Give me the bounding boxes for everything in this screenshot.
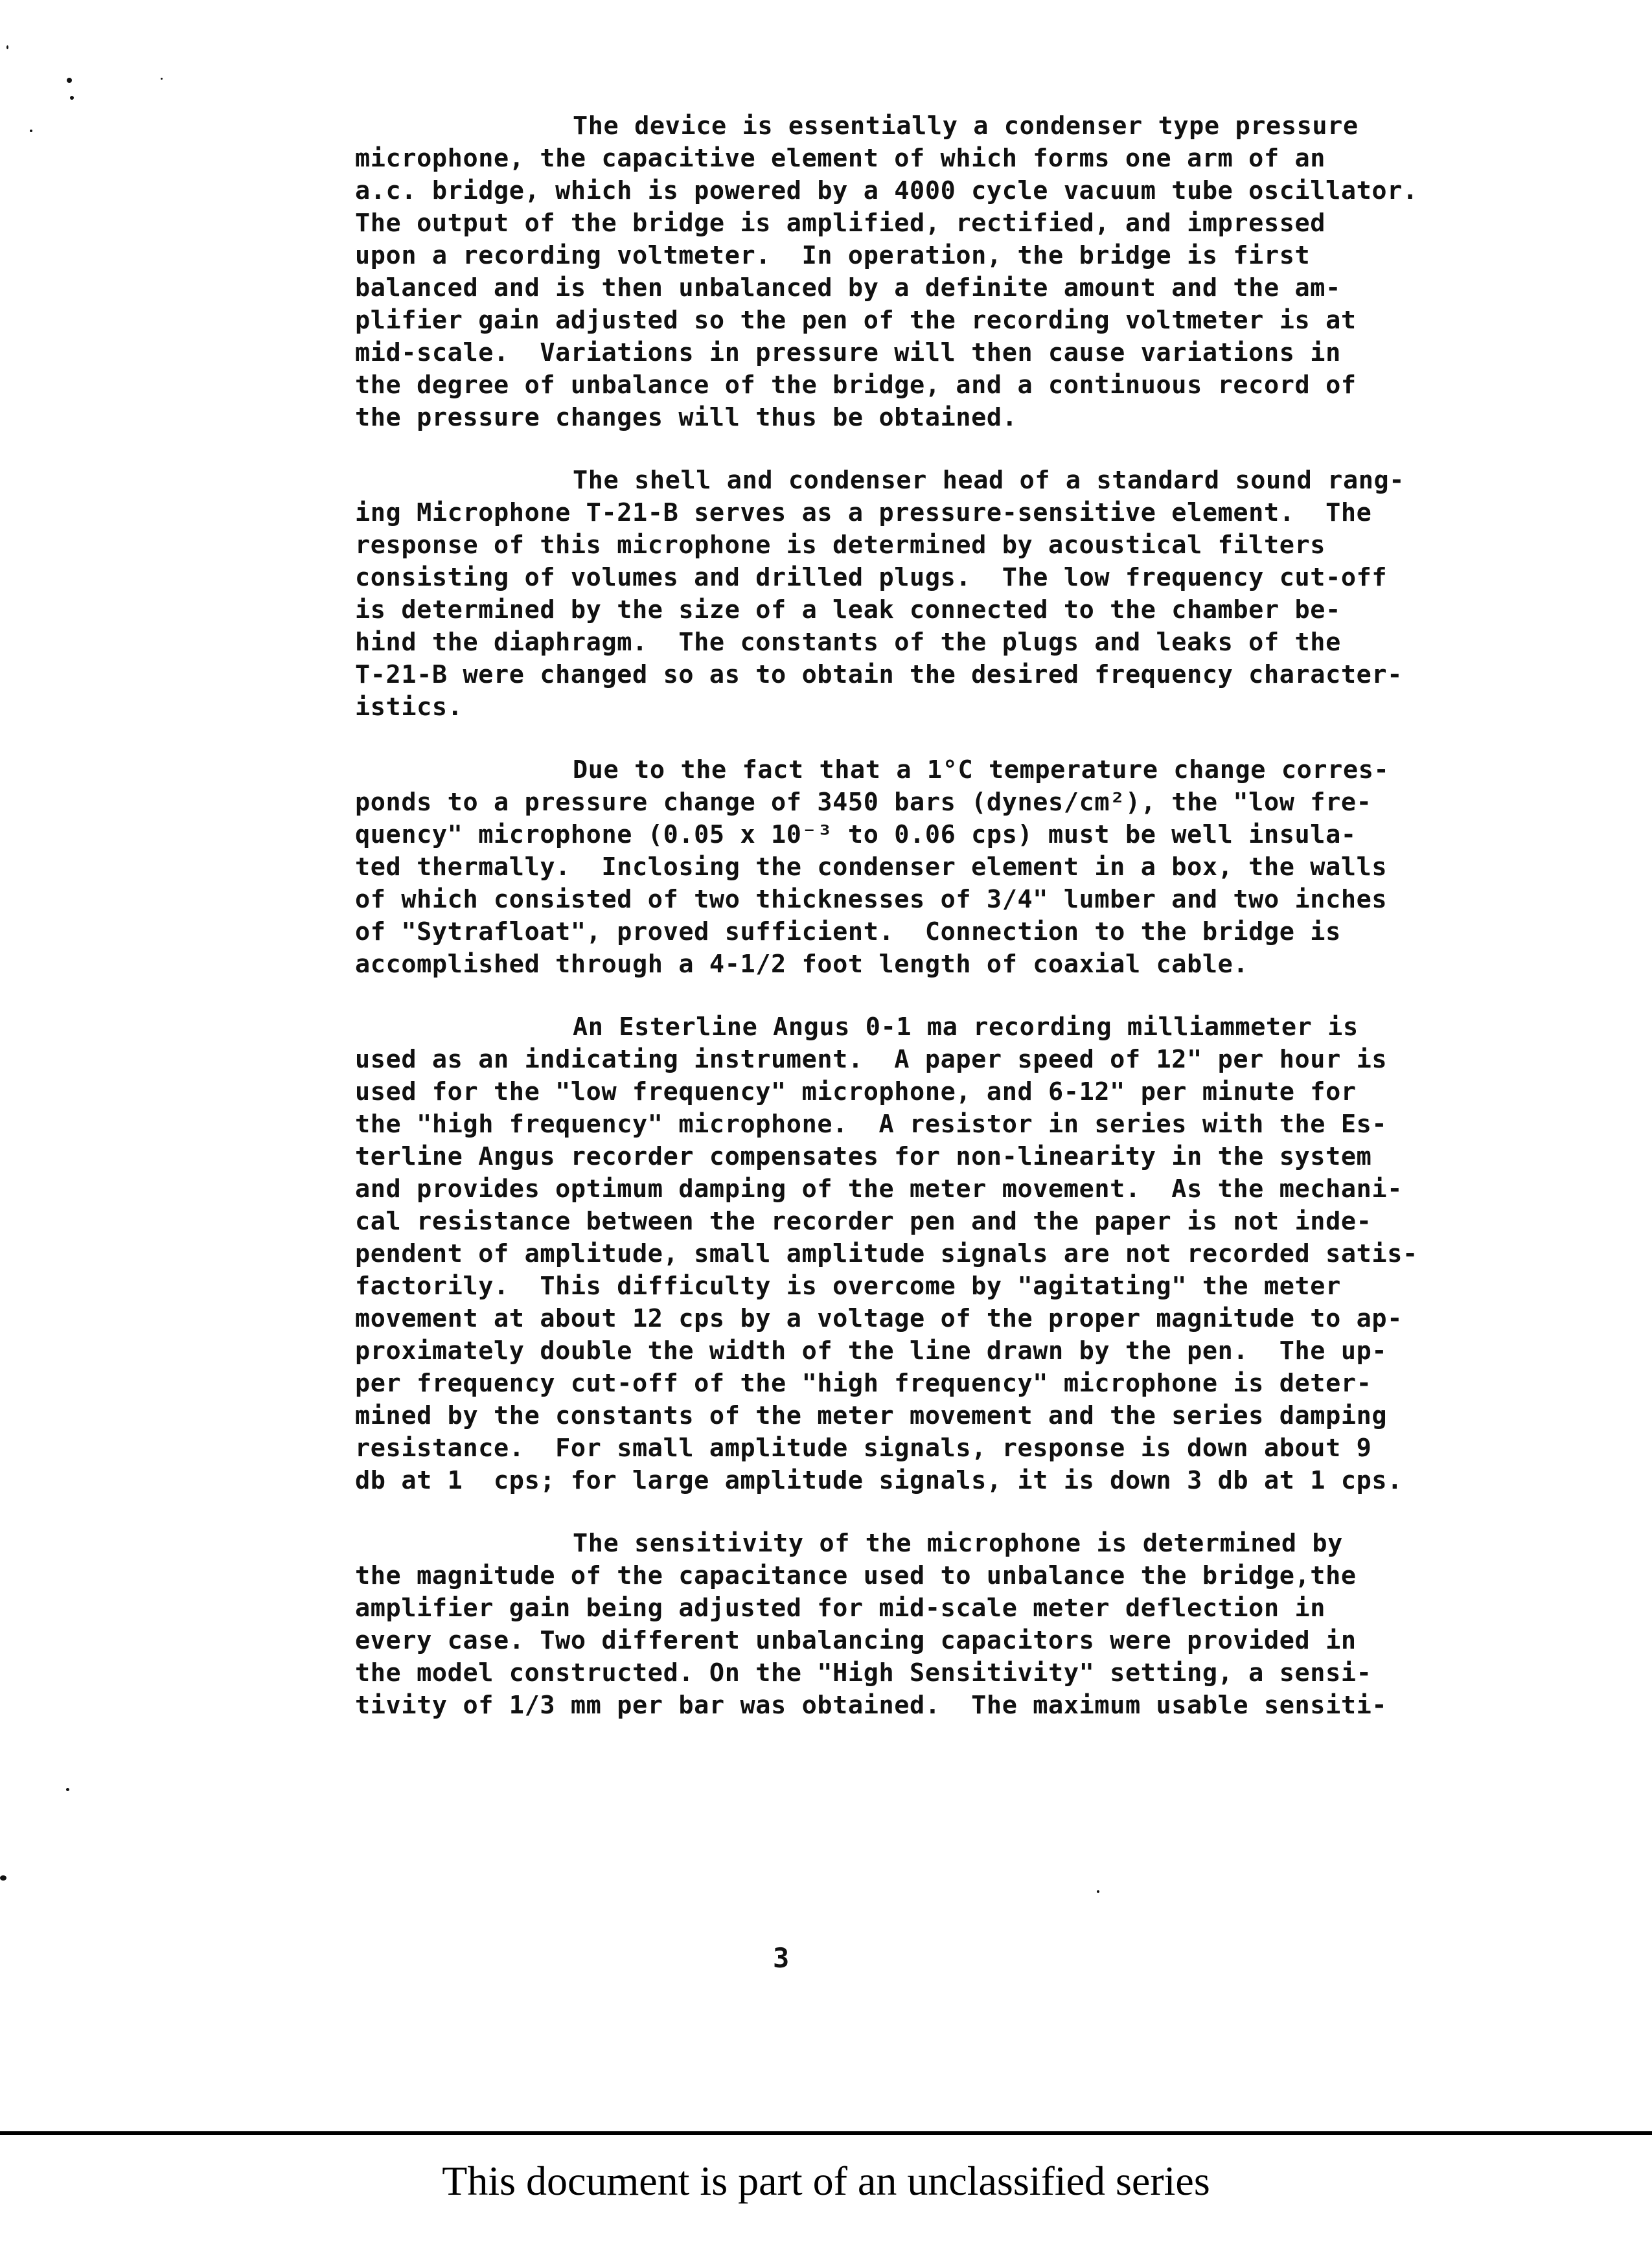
text-line: per frequency cut-off of the "high frequency" microphone is deter-: [355, 1369, 1372, 1398]
text-line: mid-scale. Variations in pressure will then cause variations in: [355, 338, 1341, 367]
text-line: response of this microphone is determined by acoustical filters: [355, 531, 1326, 560]
text-line: The shell and condenser head of a standard sound rang-: [573, 466, 1405, 495]
text-line: pendent of amplitude, small amplitude signals are not recorded satis-: [355, 1239, 1418, 1268]
text-line: db at 1 cps; for large amplitude signals, it is down 3 db at 1 cps.: [355, 1466, 1403, 1495]
text-line: plifier gain adjusted so the pen of the recording voltmeter is at: [355, 306, 1357, 335]
text-line: used as an indicating instrument. A paper speed of 12" per hour is: [355, 1045, 1388, 1074]
footer-divider: [0, 2131, 1652, 2135]
text-line: mined by the constants of the meter movement and the series damping: [355, 1401, 1388, 1430]
scan-speck: [70, 96, 74, 100]
paragraph: [355, 1011, 1521, 1497]
text-line: factorily. This difficulty is overcome by "agitating" the meter: [355, 1272, 1341, 1301]
text-line: cal resistance between the recorder pen and the paper is not inde-: [355, 1207, 1372, 1236]
scan-speck: [30, 130, 32, 132]
text-line: Due to the fact that a 1°C temperature change corres-: [573, 755, 1390, 784]
scan-speck: [67, 78, 72, 83]
text-line: is determined by the size of a leak connected to the chamber be-: [355, 595, 1341, 624]
text-line: of which consisted of two thicknesses of 3/4" lumber and two inches: [355, 885, 1388, 914]
scan-speck: [0, 1875, 6, 1881]
text-line: T-21-B were changed so as to obtain the desired frequency character-: [355, 660, 1403, 689]
text-line: proximately double the width of the line drawn by the pen. The up-: [355, 1336, 1388, 1366]
paragraph: [355, 110, 1521, 434]
text-line: of "Sytrafloat", proved sufficient. Connection to the bridge is: [355, 917, 1341, 946]
text-line: the degree of unbalance of the bridge, and a continuous record of: [355, 371, 1357, 400]
text-line: ted thermally. Inclosing the condenser element in a box, the walls: [355, 853, 1388, 882]
text-line: a.c. bridge, which is powered by a 4000 cycle vacuum tube oscillator.: [355, 176, 1418, 205]
text-line: accomplished through a 4-1/2 foot length of coaxial cable.: [355, 950, 1249, 979]
text-line: ponds to a pressure change of 3450 bars (dynes/cm²), the "low fre-: [355, 788, 1372, 817]
text-line: An Esterline Angus 0-1 ma recording milliammeter is: [573, 1013, 1359, 1042]
text-line: resistance. For small amplitude signals, response is down about 9: [355, 1434, 1372, 1463]
scan-speck: [66, 1788, 69, 1791]
text-line: quency" microphone (0.05 x 10⁻³ to 0.06 cps) must be well insula-: [355, 820, 1357, 849]
text-line: and provides optimum damping of the meter movement. As the mechani-: [355, 1174, 1403, 1204]
scan-speck: [161, 78, 163, 80]
text-line: istics.: [355, 692, 463, 722]
text-line: tivity of 1/3 mm per bar was obtained. The maximum usable sensiti-: [355, 1691, 1388, 1720]
text-line: every case. Two different unbalancing capacitors were provided in: [355, 1626, 1357, 1655]
text-line: The output of the bridge is amplified, rectified, and impressed: [355, 209, 1326, 238]
text-line: microphone, the capacitive element of which forms one arm of an: [355, 144, 1326, 173]
page-number: 3: [773, 1942, 790, 1974]
text-line: used for the "low frequency" microphone, and 6-12" per minute for: [355, 1077, 1357, 1106]
paragraph: [355, 1528, 1521, 1722]
text-line: consisting of volumes and drilled plugs. The low frequency cut-off: [355, 563, 1388, 592]
text-line: the pressure changes will thus be obtained.: [355, 403, 1018, 432]
text-line: upon a recording voltmeter. In operation, the bridge is first: [355, 241, 1311, 270]
scan-speck: [6, 45, 8, 49]
text-line: amplifier gain being adjusted for mid-scale meter deflection in: [355, 1594, 1326, 1623]
body-text: [355, 110, 1521, 1752]
text-line: the magnitude of the capacitance used to unbalance the bridge,the: [355, 1561, 1357, 1590]
text-line: the model constructed. On the "High Sensitivity" setting, a sensi-: [355, 1658, 1372, 1688]
paragraph: [355, 464, 1521, 724]
text-line: movement at about 12 cps by a voltage of the proper magnitude to ap-: [355, 1304, 1403, 1333]
text-line: The device is essentially a condenser type pressure: [573, 111, 1359, 141]
scan-speck: [1097, 1890, 1099, 1893]
text-line: The sensitivity of the microphone is determined by: [573, 1529, 1343, 1558]
footer-caption: This document is part of an unclassified series: [442, 2158, 1210, 2204]
text-line: terline Angus recorder compensates for non-linearity in the system: [355, 1142, 1372, 1171]
text-line: hind the diaphragm. The constants of the plugs and leaks of the: [355, 628, 1341, 657]
text-line: ing Microphone T-21-B serves as a pressure-sensitive element. The: [355, 498, 1372, 527]
text-line: balanced and is then unbalanced by a definite amount and the am-: [355, 273, 1341, 303]
text-line: the "high frequency" microphone. A resistor in series with the Es-: [355, 1110, 1388, 1139]
paragraph: [355, 754, 1521, 981]
